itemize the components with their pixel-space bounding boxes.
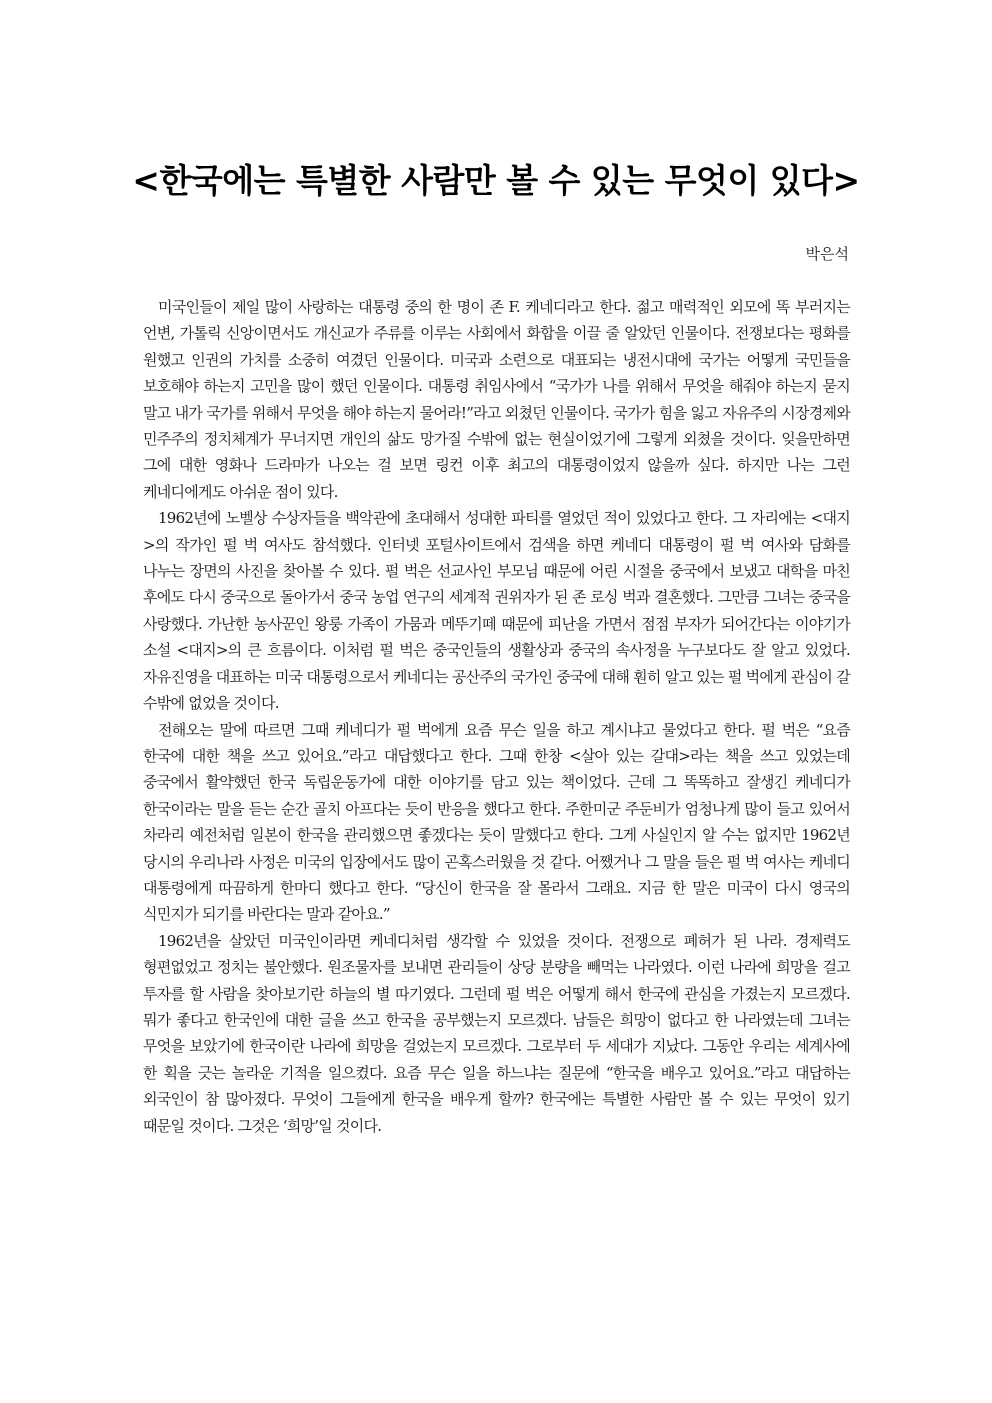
document-body [143, 294, 850, 1139]
paragraph-4: 1962년을 살았던 미국인이라면 케네디처럼 생각할 수 있었을 것이다. 전쟁으로 폐허가 된 나라. 경제력도 형편없었고 정치는 불안했다. 원조물자를 보내면 관리들이 상당 분량을 빼먹는 나라였다. 이런 나라에 희망을 걸고 투자를 할 사람을 찾아보기란 하늘의 별 따기였다. 그런데 펄 벅은 어떻게 해서 한국에 관심을 가졌는지 모르겠다. 뭐가 좋다고 한국인에 대한 글을 쓰고 한국을 공부했는지 모르겠다. 남들은 희망이 없다고 한 나라였는데 그녀는 무엇을 보았기에 한국이란 나라에 희망을 걸었는지 모르겠다. 그로부터 두 세대가 지났다. 그동안 우리는 세계사에 한 획을 긋는 놀라운 기적을 일으켰다. 요즘 무슨 일을 하느냐는 질문에 “한국을 배우고 있어요.”라고 대답하는 외국인이 참 많아졌다. 무엇이 그들에게 한국을 배우게 할까? 한국에는 특별한 사람만 볼 수 있는 무엇이 있기 때문일 것이다. 그것은 ‘희망’일 것이다. [143, 931, 850, 1135]
paragraph-3: 전해오는 말에 따르면 그때 케네디가 펄 벅에게 요즘 무슨 일을 하고 계시냐고 물었다고 한다. 펄 벅은 “요즘 한국에 대한 책을 쓰고 있어요.”라고 대답했다고 한다. 그때 한창 <살아 있는 갈대>라는 책을 쓰고 있었는데 중국에서 활약했던 한국 독립운동가에 대한 이야기를 담고 있는 책이었다. 근데 그 똑똑하고 잘생긴 케네디가 한국이라는 말을 듣는 순간 골치 아프다는 듯이 반응을 했다고 한다. 주한미군 주둔비가 엄청나게 많이 들고 있어서 차라리 예전처럼 일본이 한국을 관리했으면 좋겠다는 듯이 말했다고 한다. 그게 사실인지 알 수는 없지만 1962년 당시의 우리나라 사정은 미국의 입장에서도 많이 곤혹스러웠을 것 같다. 어쨌거나 그 말을 들은 펄 벅 여사는 케네디 대통령에게 따끔하게 한마디 했다고 한다. “당신이 한국을 잘 몰라서 그래요. 지금 한 말은 미국이 다시 영국의 식민지가 되기를 바란다는 말과 같아요.” [143, 720, 850, 924]
document-title: <한국에는 특별한 사람만 볼 수 있는 무엇이 있다> [132, 161, 860, 200]
paragraph-1: 미국인들이 제일 많이 사랑하는 대통령 중의 한 명이 존 F. 케네디라고 한다. 젊고 매력적인 외모에 똑 부러지는 언변, 가톨릭 신앙이면서도 개신교가 주류를 이루는 사회에서 화합을 이끌 줄 알았던 인물이다. 전쟁보다는 평화를 원했고 인권의 가치를 소중히 여겼던 인물이다. 미국과 소련으로 대표되는 냉전시대에 국가는 어떻게 국민들을 보호해야 하는지 고민을 많이 했던 인물이다. 대통령 취임사에서 “국가가 나를 위해서 무엇을 해줘야 하는지 묻지 말고 내가 국가를 위해서 무엇을 해야 하는지 물어라!”라고 외쳤던 인물이다. 국가가 힘을 잃고 자유주의 시장경제와 민주주의 정치체계가 무너지면 개인의 삶도 망가질 수밖에 없는 현실이었기에 그렇게 외쳤을 것이다. 잊을만하면 그에 대한 영화나 드라마가 나오는 걸 보면 링컨 이후 최고의 대통령이었지 않을까 싶다. 하지만 나는 그런 케네디에게도 아쉬운 점이 있다. [143, 298, 850, 501]
author-name: 박은석 [805, 245, 849, 263]
paragraph-2: 1962년에 노벨상 수상자들을 백악관에 초대해서 성대한 파티를 열었던 적이 있었다고 한다. 그 자리에는 <대지>의 작가인 펄 벅 여사도 참석했다. 인터넷 포털사이트에서 검색을 하면 케네디 대통령이 펄 벅 여사와 담화를 나누는 장면의 사진을 찾아볼 수 있다. 펄 벅은 선교사인 부모님 때문에 어린 시절을 중국에서 보냈고 대학을 마친 후에도 다시 중국으로 돌아가서 중국 농업 연구의 세계적 권위자가 된 존 로싱 벅과 결혼했다. 그만큼 그녀는 중국을 사랑했다. 가난한 농사꾼인 왕룽 가족이 가뭄과 메뚜기떼 때문에 피난을 가면서 점점 부자가 되어간다는 이야기가 소설 <대지>의 큰 흐름이다. 이처럼 펄 벅은 중국인들의 생활상과 중국의 속사정을 누구보다도 잘 알고 있었다. 자유진영을 대표하는 미국 대통령으로서 케네디는 공산주의 국가인 중국에 대해 훤히 알고 있는 펄 벅에게 관심이 갈 수밖에 없었을 것이다. [143, 509, 850, 713]
